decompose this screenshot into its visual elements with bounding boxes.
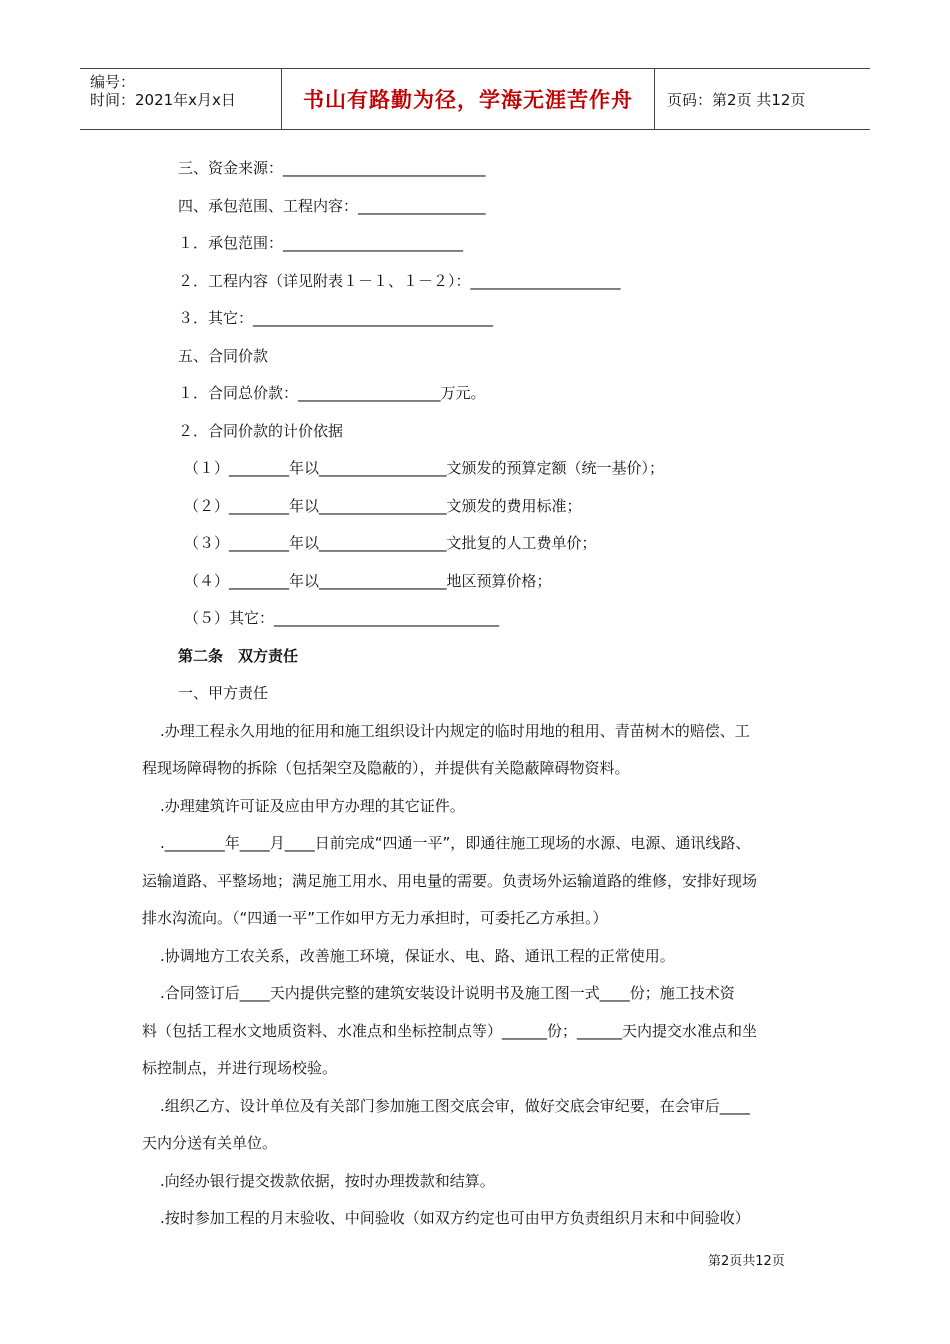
section-scope-content: 四、承包范围、工程内容：_________________ (178, 196, 486, 215)
header-page-number: 页码：第2页 共12页 (667, 90, 806, 109)
party-a-duty-3-cont2: 排水沟流向。（“四通一平”工作如甲方无力承担时，可委托乙方承担。） (142, 909, 608, 927)
section-contract-price: 五、合同价款 (178, 346, 269, 365)
party-a-duty-6-cont: 天内分送有关单位。 (142, 1134, 278, 1152)
party-a-duty-3-cont1: 运输道路、平整场地；满足施工用水、用电量的需要。负责场外运输道路的维修，安排好现场 (142, 871, 758, 890)
party-a-duty-7: .向经办银行提交拨款依据，按时办理拨款和结算。 (160, 1171, 495, 1190)
party-a-duty-1-cont: 程现场障碍物的拆除（包括架空及隐蔽的），并提供有关隐蔽障碍物资料。 (142, 759, 630, 777)
item-other: ３．其它：________________________________ (178, 309, 494, 327)
party-a-duty-6: .组织乙方、设计单位及有关部门参加施工图交底会审，做好交底会审纪要，在会审后____ (160, 1096, 750, 1115)
basis-4: （４）________年以_________________地区预算价格； (184, 571, 552, 590)
code-label: 编号： (90, 73, 136, 91)
item-content: ２．工程内容（详见附表１－１、１－２）：____________________ (178, 271, 621, 290)
item-scope: １．承包范围：________________________ (178, 234, 464, 252)
party-a-heading: 一、甲方责任 (178, 684, 269, 702)
party-a-duty-4: .协调地方工农关系，改善施工环境，保证水、电、路、通讯工程的正常使用。 (160, 946, 675, 965)
document-body (142, 150, 822, 1238)
time-label: 时间：2021年x月x日 (90, 91, 236, 109)
basis-3: （３）________年以_________________文批复的人工费单价； (184, 534, 597, 552)
header-motto: 书山有路勤为径，学海无涯苦作舟 (282, 69, 655, 129)
header-meta (80, 69, 282, 129)
basis-5: （５）其它：______________________________ (184, 609, 500, 627)
item-total-price: １．合同总价款：___________________万元。 (178, 384, 486, 402)
party-a-duty-5-cont1: 料（包括工程水文地质资料、水准点和坐标控制点等）______份；______天内提交水准点和坐 (142, 1021, 758, 1040)
page-footer: 第2页共12页 (708, 1254, 785, 1269)
item-pricing-basis: ２．合同价款的计价依据 (178, 421, 344, 440)
party-a-duty-2: .办理建筑许可证及应由甲方办理的其它证件。 (160, 796, 465, 815)
section-funding-source: 三、资金来源：___________________________ (178, 159, 486, 177)
page-header (80, 68, 870, 130)
party-a-duty-3: .________年____月____日前完成“四通一平”，即通往施工现场的水源、电源、通讯线路、 (160, 834, 751, 852)
party-a-duty-8: .按时参加工程的月末验收、中间验收（如双方约定也可由甲方负责组织月末和中间验收） (160, 1209, 750, 1227)
party-a-duty-5: .合同签订后____天内提供完整的建筑安装设计说明书及施工图一式____份；施工技术资 (160, 984, 735, 1002)
party-a-duty-5-cont2: 标控制点，并进行现场校验。 (142, 1059, 338, 1077)
party-a-duty-1: .办理工程永久用地的征用和施工组织设计内规定的临时用地的租用、青苗树木的赔偿、工 (160, 721, 750, 740)
article-two-heading: 第二条 双方责任 (178, 646, 299, 665)
basis-2: （２）________年以_________________文颁发的费用标准； (184, 496, 582, 515)
basis-1: （１）________年以_________________文颁发的预算定额（统一基价）； (184, 459, 665, 477)
